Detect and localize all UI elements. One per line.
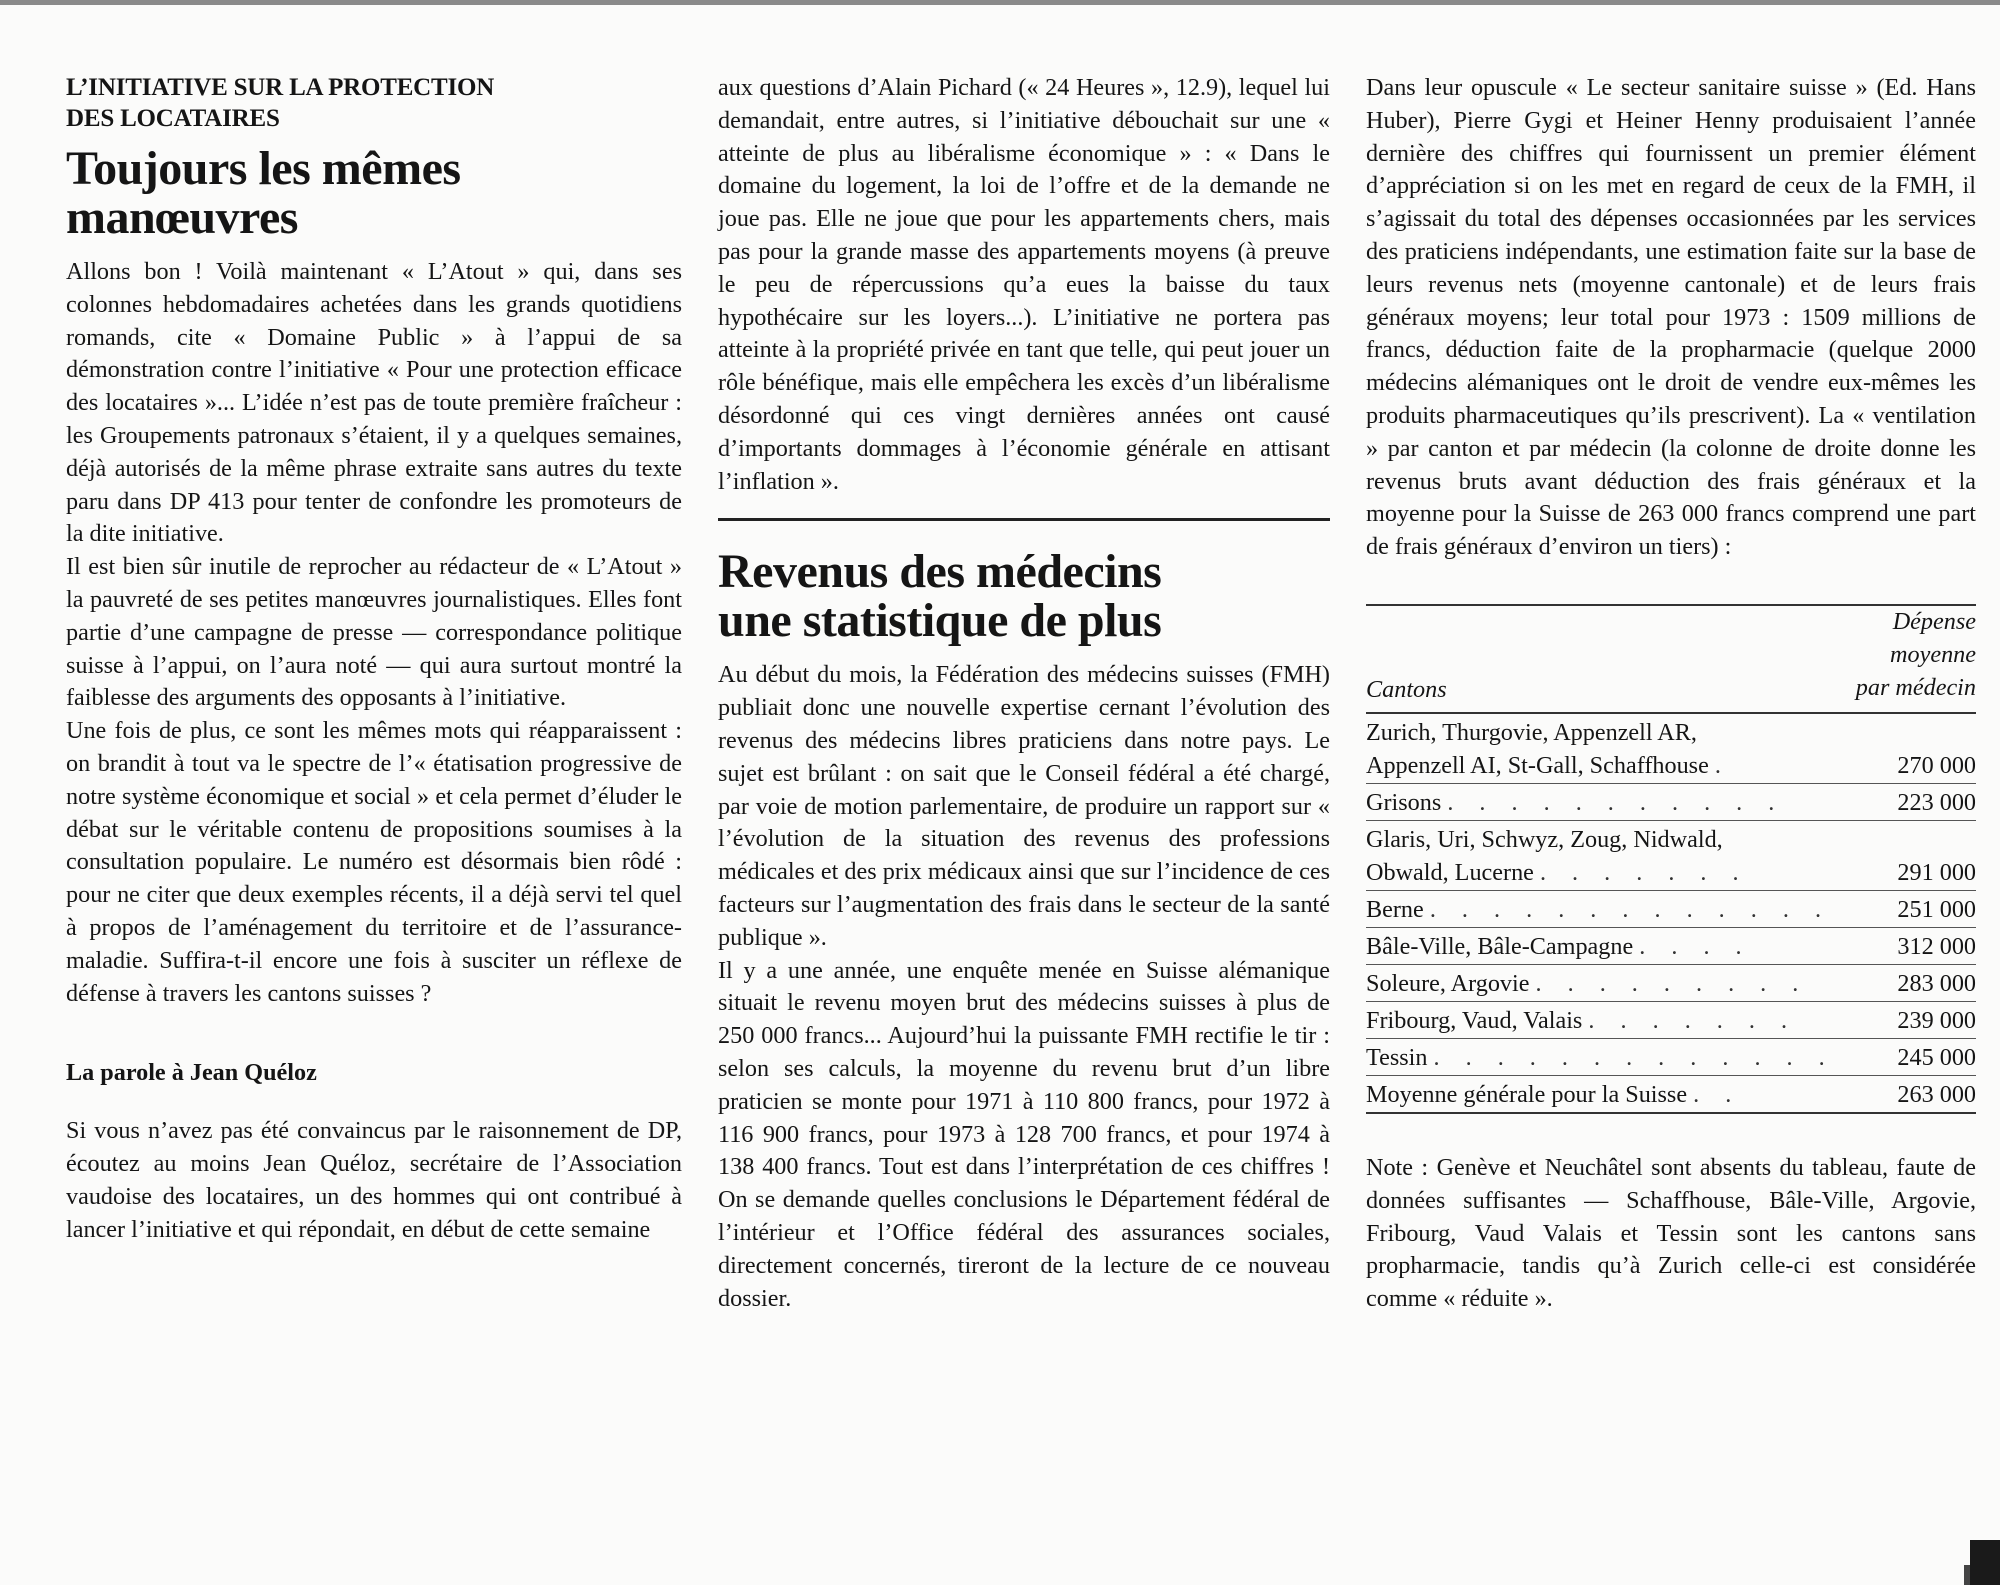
table-row (1366, 714, 1976, 784)
row-value: 245 000 (1897, 1043, 1976, 1071)
table-row (1366, 965, 1976, 1002)
table-row (1366, 784, 1976, 821)
header-depense (1856, 605, 1976, 704)
row-canton-text: Moyenne générale pour la Suisse (1366, 1080, 1688, 1108)
subheading: La parole à Jean Quéloz (66, 1059, 317, 1087)
row-canton-text: Tessin (1366, 1043, 1428, 1071)
row-canton (1366, 893, 1885, 926)
header-depense-line-2: moyenne (1890, 640, 1976, 668)
title-2-line-1: Revenus des médecins (718, 545, 1162, 599)
row-value: 270 000 (1897, 751, 1976, 779)
row-canton-line-1: Zurich, Thurgovie, Appenzell AR, (1366, 718, 1697, 746)
paragraph: aux questions d’Alain Pichard (« 24 Heures », 12.9), lequel lui demandait, entre autres, si l’initiative débouchait sur une « atteinte de plus au libéralisme économique » : « Dans le domaine du logement, la loi de l’offre et de la demande ne joue pas. Elle ne joue que pour les appartements chers, mais pas pour la grande masse des appartements moyens (à preuve le peu de répercussions qu’a eues la baisse du taux hypothécaire sur les loyers...). L’initiative ne portera pas atteinte à la propriété privée en tant que telle, qui peut jouer un rôle bénéfique, mais elle empêchera les excès d’un libéralisme désordonné qui ces vingt dernières années ont causé d’importants dommages à l’économie générale en attisant l’inflation ». (718, 74, 1330, 495)
row-canton-line-1: Glaris, Uri, Schwyz, Zoug, Nidwald, (1366, 825, 1723, 853)
paragraph: Allons bon ! Voilà maintenant « L’Atout » qui, dans ses colonnes hebdomadaires achetées dans les grands quotidiens romands, cite « Domaine Public » à l’appui de sa démonstration contre l’initiative « Pour une protection efficace des locataires »... L’idée n’est pas de toute première fraîcheur : les Groupements patronaux s’étaient, il y a quelques semaines, déjà autorisés de la même phrase extraite sans autres du texte paru dans DP 413 pour tenter de confondre les promoteurs de la dite initiative. (66, 258, 682, 548)
paragraph: Il est bien sûr inutile de reprocher au rédacteur de « L’Atout » la pauvreté de ses petites manœuvres journalistiques. Elles font partie d’une campagne de presse — correspondance politique suisse à l’appui, on l’aura noté — qui aura surtout montré la faiblesse des arguments des opposants à l’initiative. (66, 553, 682, 712)
header-depense-line-3: par médecin (1855, 673, 1976, 701)
table-header (1366, 606, 1976, 714)
row-value: 291 000 (1897, 858, 1976, 886)
row-canton-text: Berne (1366, 895, 1424, 923)
section-divider (718, 518, 1330, 521)
leader-dots: . . . . . . . . . (1535, 969, 1809, 997)
table-row-total (1366, 1076, 1976, 1114)
column-1 (66, 72, 682, 1247)
row-canton (1366, 823, 1885, 889)
row-canton-line-2: Obwald, Lucerne (1366, 858, 1534, 886)
paragraph: Si vous n’avez pas été convaincus par le raisonnement de DP, écoutez au moins Jean Quéloz, secrétaire de l’Association vaudoise des locataires, un des hommes qui ont contribué à lancer l’initiative et qui répondait, en début de cette semaine (66, 1117, 682, 1243)
article-title-2 (718, 545, 1330, 648)
paragraph: Il y a une année, une enquête menée en Suisse alémanique situait le revenu moyen brut des médecins suisses à plus de 250 000 francs... Aujourd’hui la puissante FMH rectifie le tir : selon ses calculs, la moyenne du revenu brut d’un libre praticien se monte pour 1971 à 110 800 francs, pour 1972 à 116 900 francs, pour 1973 à 128 700 francs, et pour 1974 à 138 400 francs. Tout est dans l’interprétation de ces chiffres ! On se demande quelles conclusions le Département fédéral de l’intérieur et l’Office fédéral des assurances sociales, directement concernés, tireront de la lecture de ce nouveau dossier. (718, 956, 1330, 1312)
title-1-line-2: manœuvres (66, 191, 298, 244)
leader-dots: . . . . . . . (1539, 858, 1749, 886)
row-canton (1366, 1078, 1885, 1111)
table-row (1366, 821, 1976, 891)
table-row (1366, 1002, 1976, 1039)
table-row (1366, 928, 1976, 965)
section-kicker (66, 72, 682, 134)
income-table (1366, 604, 1976, 1114)
row-canton-text: Bâle-Ville, Bâle-Campagne (1366, 932, 1634, 960)
row-value: 223 000 (1897, 788, 1976, 816)
row-value: 239 000 (1897, 1006, 1976, 1034)
row-value: 312 000 (1897, 932, 1976, 960)
column-3 (1366, 72, 1976, 1316)
header-depense-line-1: Dépense (1892, 607, 1976, 635)
leader-dots: . . . . (1639, 932, 1752, 960)
row-canton-text: Grisons (1366, 788, 1442, 816)
row-value: 283 000 (1897, 969, 1976, 997)
title-1-line-1: Toujours les mêmes (66, 142, 461, 195)
paragraph: Dans leur opuscule « Le secteur sanitaire suisse » (Ed. Hans Huber), Pierre Gygi et Heiner Henny produisaient l’année dernière des chiffres qui fournissent un premier élément d’appréciation si on les met en regard de ceux de la FMH, il s’agissait du total des dépenses occasionnées par les services des praticiens indépendants, une estimation faite sur la base de leurs revenus nets (moyenne cantonale) et de leurs frais généraux moyens; leur total pour 1973 : 1509 millions de francs, déduction faite de la propharmacie (quelque 2000 médecins alémaniques ont le droit de vendre eux-mêmes les produits pharmaceutiques qu’ils prescrivent). La « ventilation » par canton et par médecin (la colonne de droite donne les revenus bruts avant déduction des frais généraux et la moyenne pour la Suisse de 263 000 francs comprend une part de frais généraux d’environ un tiers) : (1366, 74, 1976, 561)
paragraph: Une fois de plus, ce sont les mêmes mots qui réapparaissent : on brandit à tout va le spectre de l’« étatisation progressive de notre système économique et social » et cela permet d’éluder le débat sur le véritable contenu de propositions soumises à la consultation populaire. Le numéro est désormais bien rôdé : pour ne citer que deux exemples récents, il a déjà servi tel quel à propos de l’aménagement du territoire et de l’assurance-maladie. Suffira-t-il encore une fois à susciter un réflexe de défense à travers les cantons suisses ? (66, 717, 682, 1007)
row-canton-text: Soleure, Argovie (1366, 969, 1530, 997)
column-2 (718, 72, 1330, 1315)
row-value: 263 000 (1897, 1080, 1976, 1108)
row-canton (1366, 930, 1885, 963)
leader-dots: . . . . . . . . . . . (1447, 788, 1785, 816)
page-corner-mark (1964, 1565, 1970, 1585)
row-canton (1366, 1041, 1885, 1074)
leader-dots: . . . . . . . . . . . . . (1433, 1043, 1835, 1071)
leader-dots: . . (1693, 1080, 1742, 1108)
page-corner-mark (1970, 1540, 2000, 1585)
row-canton (1366, 967, 1885, 1000)
header-cantons: Cantons (1366, 675, 1447, 703)
table-note: Note : Genève et Neuchâtel sont absents du tableau, faute de données suffisantes — Schaffhouse, Bâle-Ville, Argovie, Fribourg, Vaud Valais et Tessin sont les cantons sans propharmacie, tandis qu’à Zurich celle-ci est considérée comme « réduite ». (1366, 1153, 1976, 1313)
row-canton (1366, 716, 1885, 782)
title-2-line-2: une statistique de plus (718, 594, 1162, 648)
kicker-line-1: L’INITIATIVE SUR LA PROTECTION (66, 74, 495, 101)
row-canton (1366, 1004, 1885, 1037)
leader-dots: . . . . . . . (1588, 1006, 1798, 1034)
article-title-1 (66, 144, 682, 242)
top-border (0, 0, 2000, 5)
leader-dots: . . . . . . . . . . . . . (1429, 895, 1831, 923)
paragraph: Au début du mois, la Fédération des médecins suisses (FMH) publiait donc une nouvelle expertise cernant l’évolution des revenus des médecins libres praticiens dans notre pays. Le sujet est brûlant : on sait que le Conseil fédéral a été chargé, par voie de motion parlementaire, de produire un rapport sur « l’évolution de la situation des revenus des professions médicales et des prix médicaux ainsi que sur l’incidence de ces facteurs sur l’augmentation des frais dans le secteur de la santé publique ». (718, 661, 1330, 951)
row-canton-line-2: Appenzell AI, St-Gall, Schaffhouse (1366, 751, 1709, 779)
row-value: 251 000 (1897, 895, 1976, 923)
leader-dots: . (1714, 751, 1731, 779)
kicker-line-2: DES LOCATAIRES (66, 105, 280, 132)
row-canton-text: Fribourg, Vaud, Valais (1366, 1006, 1583, 1034)
row-canton (1366, 786, 1885, 819)
table-row (1366, 1039, 1976, 1076)
table-row (1366, 891, 1976, 928)
